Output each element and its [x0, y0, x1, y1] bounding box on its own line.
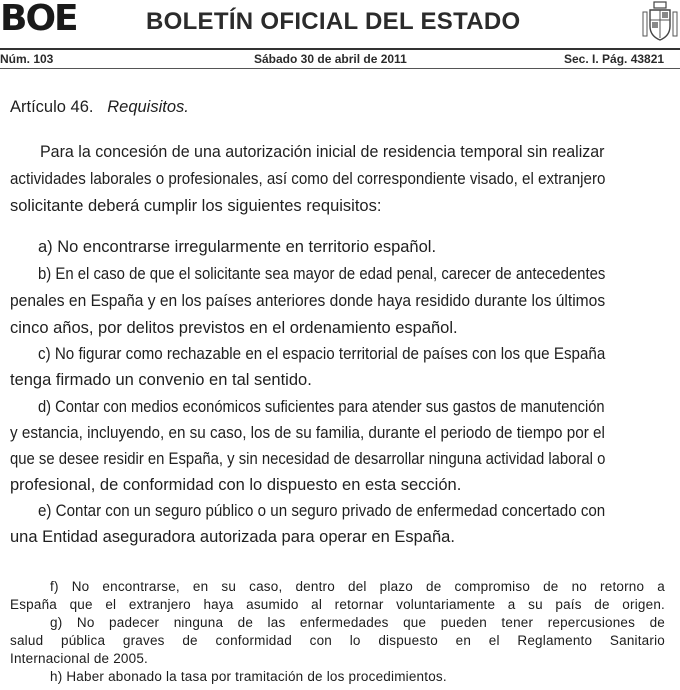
body-line: y estancia, incluyendo, en su caso, los de su familia, durante el periodo de tiempo por el [10, 424, 605, 442]
body-line: salud pública graves de conformidad con lo dispuesto en el Reglamento Sanitario [10, 633, 665, 648]
header-rule [0, 48, 680, 50]
body-line: solicitante deberá cumplir los siguientes requisitos: [10, 197, 382, 215]
issue-number: Núm. 103 [0, 52, 54, 66]
body-line: una Entidad aseguradora autorizada para operar en España. [10, 528, 455, 546]
article-title: Requisitos. [107, 98, 189, 116]
body-line: España que el extranjero haya asumido al retornar voluntariamente a su país de origen. [10, 597, 665, 612]
body-line: penales en España y en los países anteriores donde haya residido durante los últimos [10, 292, 606, 310]
page-title: BOLETÍN OFICIAL DEL ESTADO [146, 8, 521, 35]
article-heading [10, 98, 189, 117]
list-item-c: c) No figurar como rechazable en el espacio territorial de países con los que España [38, 345, 606, 363]
body-line: Para la concesión de una autorización inicial de residencia temporal sin realizar [40, 143, 605, 161]
coat-of-arms-icon [640, 0, 680, 44]
list-item-h: h) Haber abonado la tasa por tramitación de los procedimientos. [50, 669, 447, 684]
body-line: Internacional de 2005. [10, 651, 149, 666]
list-item-d: d) Contar con medios económicos suficientes para atender sus gastos de manutención [38, 398, 605, 416]
body-line: actividades laborales o profesionales, así como del correspondiente visado, el extranjero [10, 170, 606, 188]
list-item-b: b) En el caso de que el solicitante sea mayor de edad penal, carecer de antecedentes [38, 265, 606, 283]
article-number: Artículo 46. [10, 98, 94, 116]
list-item-e: e) Contar con un seguro público o un seguro privado de enfermedad concertado con [38, 502, 606, 520]
body-line: profesional, de conformidad con lo dispuesto en esta sección. [10, 476, 462, 494]
list-item-g: g) No padecer ninguna de las enfermedades que pueden tener repercusiones de [50, 615, 665, 630]
section-page: Sec. I. Pág. 43821 [564, 52, 665, 66]
meta-rule [0, 68, 680, 69]
document-header [0, 0, 680, 52]
issue-date: Sábado 30 de abril de 2011 [254, 52, 407, 66]
logo-text: BOE [0, 0, 77, 39]
list-item-a: a) No encontrarse irregularmente en territorio español. [38, 238, 437, 256]
body-line: cinco años, por delitos previstos en el ordenamiento español. [10, 319, 458, 337]
body-line: que se desee residir en España, y sin necesidad de desarrollar ninguna actividad laboral o [10, 450, 606, 468]
body-line: tenga firmado un convenio en tal sentido. [10, 371, 312, 389]
boe-logo [0, 0, 77, 39]
list-item-f: f) No encontrarse, en su caso, dentro del plazo de compromiso de no retorno a [50, 579, 665, 594]
